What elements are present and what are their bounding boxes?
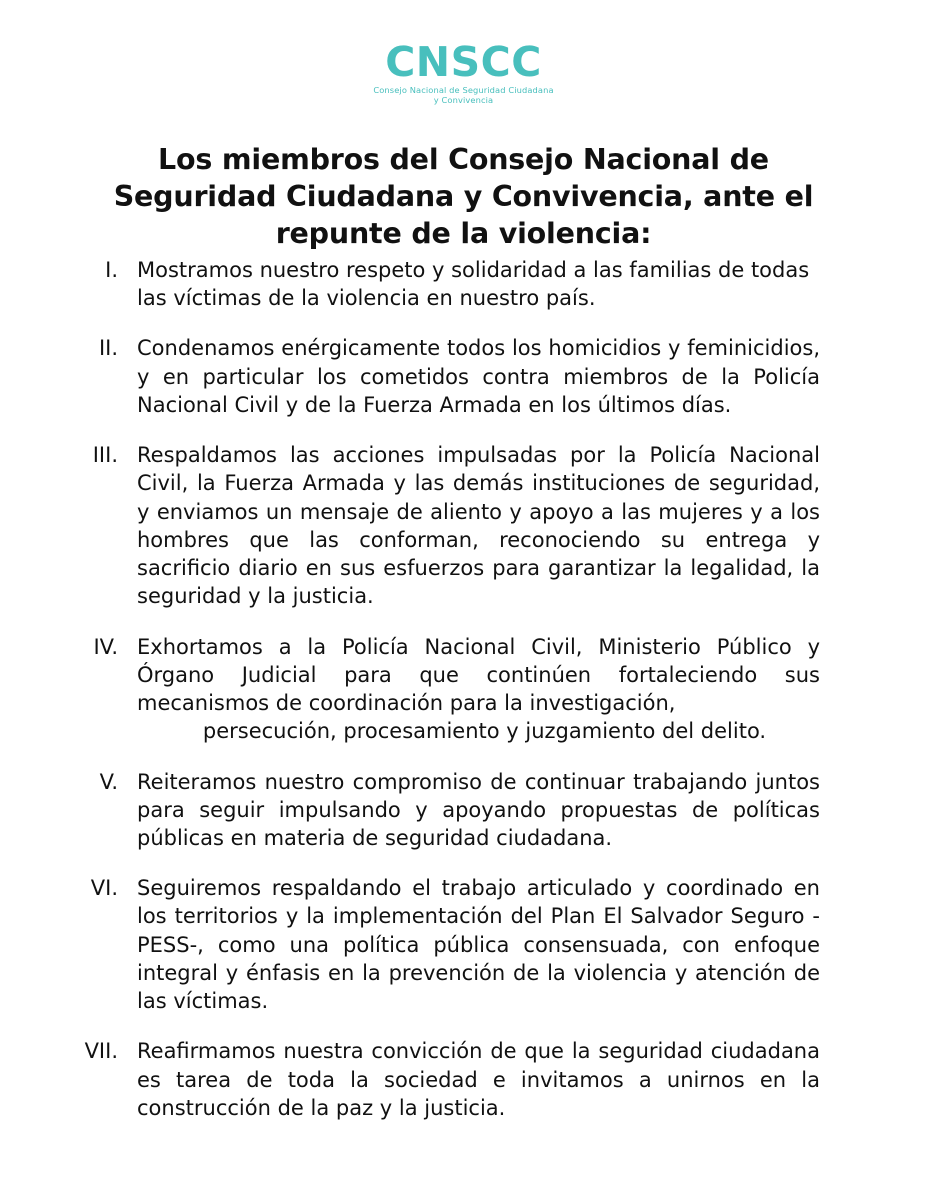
clause-text: Condenamos enérgicamente todos los homicidios y feminicidios, y en particular los cometidos contra miembros de la Policía Nacional Civil y de la Fuerza Armada en los últimos días. bbox=[137, 336, 820, 417]
logo-wordmark: CNSCC bbox=[385, 38, 542, 86]
clause-text: Reiteramos nuestro compromiso de continuar trabajando juntos para seguir impulsando y apoyando propuestas de políticas públicas en materia de seguridad ciudadana. bbox=[137, 769, 820, 850]
cnscc-logo bbox=[0, 38, 927, 106]
logo-tagline-line-1: Consejo Nacional de Seguridad Ciudadana bbox=[373, 85, 554, 95]
page-title: Los miembros del Consejo Nacional de Seguridad Ciudadana y Convivencia, ante el repunte de la violencia: bbox=[113, 143, 814, 251]
list-item bbox=[0, 1037, 927, 1122]
list-item bbox=[0, 768, 927, 853]
list-item bbox=[0, 633, 927, 746]
clause-numeral: IV. bbox=[93, 634, 118, 659]
clause-numeral: III. bbox=[92, 443, 118, 468]
clause-numeral: VII. bbox=[84, 1039, 118, 1064]
list-item bbox=[0, 334, 927, 419]
clause-text: Exhortamos a la Policía Nacional Civil, Ministerio Público y Órgano Judicial para que continúen fortaleciendo sus mecanismos de coordinación para la investigación, bbox=[137, 634, 820, 716]
clause-text: Respaldamos las acciones impulsadas por la Policía Nacional Civil, la Fuerza Armada y las demás instituciones de seguridad, y enviamos un mensaje de aliento y apoyo a las mujeres y a los hombres que las conforman, reconociendo su entrega y sacrificio diario en sus esfuerzos para garantizar la legalidad, la seguridad y la justicia. bbox=[137, 443, 820, 609]
list-item bbox=[0, 441, 927, 610]
clause-text: Seguiremos respaldando el trabajo articulado y coordinado en los territorios y la implementación del Plan El Salvador Seguro -PESS-, como una política pública consensuada, con enfoque integral y énfasis en la prevención de la violencia y atención de las víctimas. bbox=[137, 876, 820, 1014]
clause-numeral: II. bbox=[98, 336, 118, 361]
clause-text: Reafirmamos nuestra convicción de que la seguridad ciudadana es tarea de toda la sociedad e invitamos a unirnos en la construcción de la paz y la justicia. bbox=[137, 1039, 820, 1120]
logo-tagline-line-2: y Convivencia bbox=[433, 95, 494, 106]
clause-text: Mostramos nuestro respeto y solidaridad a las familias de todas las víctimas de la violencia en nuestro país. bbox=[137, 258, 810, 311]
clause-text-tail: persecución, procesamiento y juzgamiento del delito. bbox=[202, 719, 767, 744]
clause-numeral: VI. bbox=[90, 876, 118, 901]
list-item bbox=[0, 874, 927, 1015]
list-item bbox=[0, 256, 927, 312]
clause-numeral: I. bbox=[105, 258, 118, 282]
clause-list bbox=[0, 256, 927, 1122]
clause-numeral: V. bbox=[99, 769, 118, 794]
